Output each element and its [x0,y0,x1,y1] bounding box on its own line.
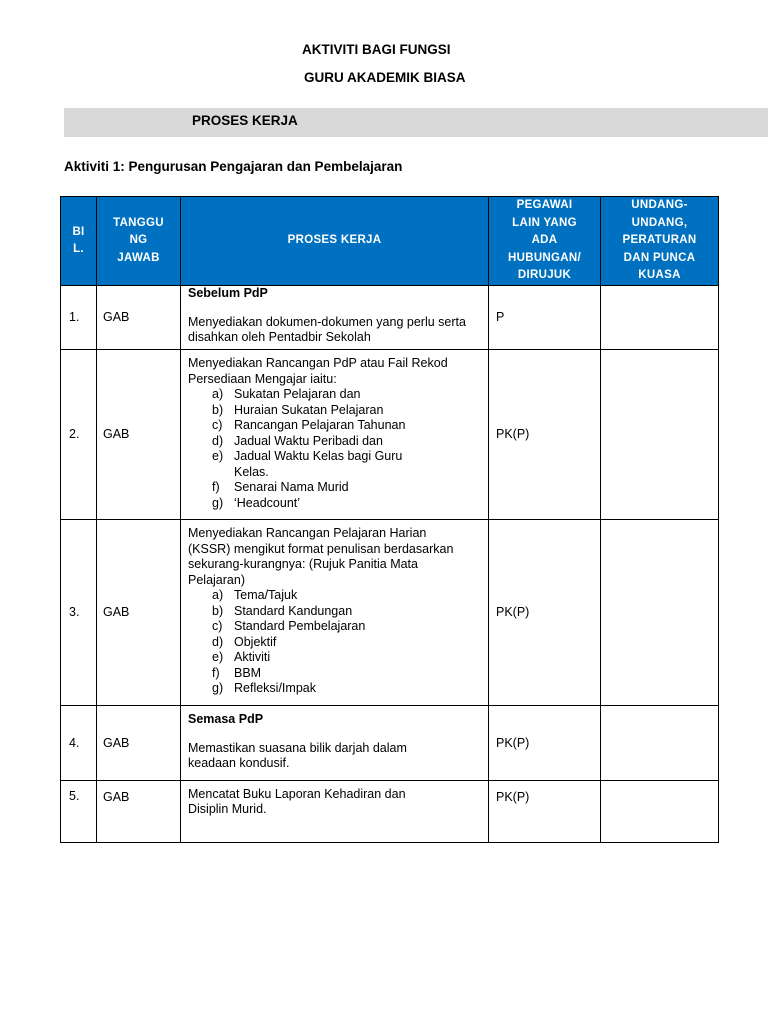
process-list [188,588,470,697]
header-pegawai: PEGAWAI LAIN YANG ADA HUBUNGAN/ DIRUJUK [489,197,601,286]
document-title: AKTIVITI BAGI FUNGSI [302,42,451,57]
row-proses [181,519,489,705]
row-pegawai: PK(P) [489,519,601,705]
header-tanggungjawab: TANGGU NG JAWAB [97,197,181,286]
row-undang [601,519,719,705]
row-tanggungjawab: GAB [97,286,181,350]
list-item: d) Jadual Waktu Peribadi dan [212,433,383,448]
list-item: g) Refleksi/Impak [212,681,316,696]
row-number: 1. [61,286,97,350]
document-subtitle: GURU AKADEMIK BIASA [304,70,466,85]
list-item: b) Standard Kandungan [212,603,353,618]
row-proses [181,286,489,350]
table-row [61,519,719,705]
row-number: 4. [61,705,97,780]
row-tanggungjawab: GAB [97,705,181,780]
phase-heading: Sebelum PdP [188,286,268,300]
row-tanggungjawab: GAB [97,519,181,705]
process-text: Memastikan suasana bilik darjah dalam keadaan kondusif. [188,740,407,771]
header-bil: BI L. [61,197,97,286]
activity-heading: Aktiviti 1: Pengurusan Pengajaran dan Pembelajaran [64,159,403,174]
list-item: e) Aktiviti [212,650,271,665]
section-banner [64,108,768,137]
row-pegawai: PK(P) [489,705,601,780]
list-item: c) Rancangan Pelajaran Tahunan [212,418,406,432]
table-row [61,780,719,842]
list-item: d) Objektif [212,634,277,649]
header-proses-kerja: PROSES KERJA [181,197,489,286]
process-text: Menyediakan Rancangan PdP atau Fail Rekod Persediaan Mengajar iaitu: [188,356,448,386]
row-pegawai: PK(P) [489,349,601,519]
list-item: a) Tema/Tajuk [212,588,298,603]
process-text: Menyediakan Rancangan Pelajaran Harian (KSSR) mengikut format penulisan berdasarkan sekurang-kurangnya: (Rujuk Panitia Mata Pelajaran) [188,526,454,587]
process-text: Menyediakan dokumen-dokumen yang perlu serta disahkan oleh Pentadbir Sekolah [188,314,466,344]
table-row [61,286,719,350]
table-row [61,705,719,780]
list-item: f) BBM [212,665,262,680]
row-undang [601,286,719,350]
table-row [61,349,719,519]
process-table [60,196,719,843]
row-undang [601,349,719,519]
row-undang [601,780,719,842]
header-undang: UNDANG- UNDANG, PERATURAN DAN PUNCA KUASA [601,197,719,286]
list-item: a) Sukatan Pelajaran dan [212,387,361,401]
row-undang [601,705,719,780]
table-header-row [61,197,719,286]
list-item: g) ‘Headcount’ [212,495,301,510]
section-banner-label: PROSES KERJA [192,113,298,128]
row-proses [181,780,489,842]
phase-heading: Semasa PdP [188,712,264,727]
process-text: Mencatat Buku Laporan Kehadiran dan Disiplin Murid. [188,786,406,816]
list-item: b) Huraian Sukatan Pelajaran [212,402,384,417]
row-tanggungjawab: GAB [97,780,181,842]
row-number: 2. [61,349,97,519]
list-item: c) Standard Pembelajaran [212,619,366,634]
row-proses [181,705,489,780]
process-list [188,387,482,511]
row-number: 5. [61,780,97,842]
list-item: e) Jadual Waktu Kelas bagi Guru Kelas. [212,449,403,479]
list-item: f) Senarai Nama Murid [212,480,349,494]
row-number: 3. [61,519,97,705]
row-proses [181,349,489,519]
row-tanggungjawab: GAB [97,349,181,519]
row-pegawai: P [489,286,601,350]
row-pegawai: PK(P) [489,780,601,842]
